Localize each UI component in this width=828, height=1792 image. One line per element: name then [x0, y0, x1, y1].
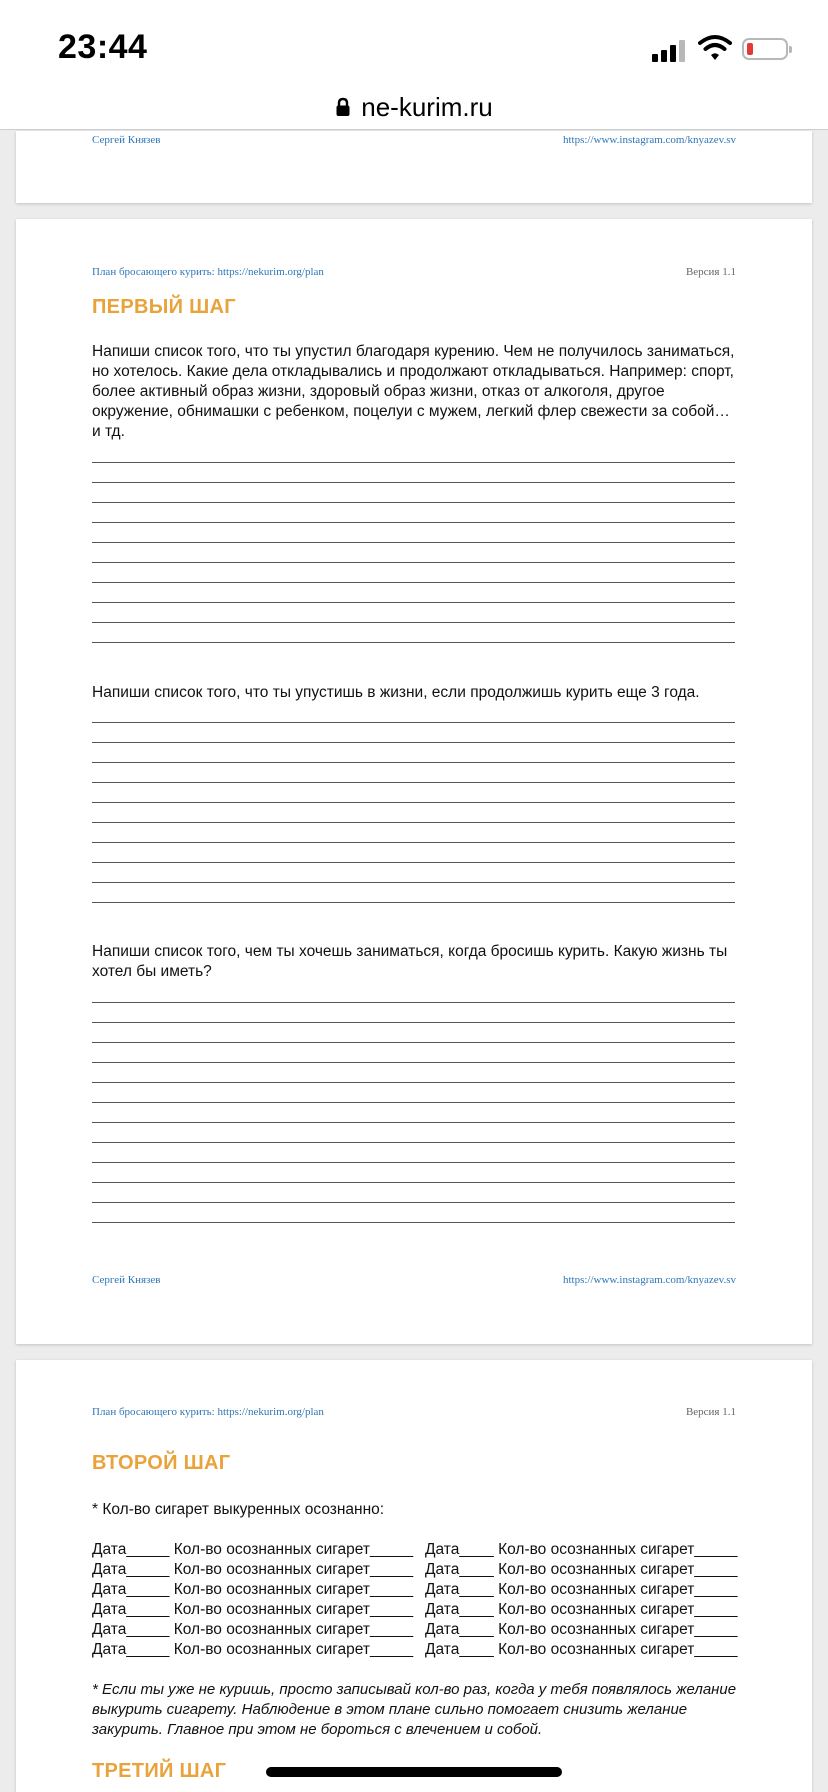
header-plan-link[interactable]: План бросающего курить: https://nekurim.org/plan [92, 1406, 324, 1418]
cellular-signal-icon [652, 38, 688, 62]
battery-icon [742, 38, 788, 60]
step-title: ВТОРОЙ ШАГ [92, 1452, 231, 1474]
header-plan-link[interactable]: План бросающего курить: https://nekurim.org/plan [92, 266, 324, 278]
header-version: Версия 1.1 [685, 266, 736, 278]
lock-icon [335, 97, 351, 117]
answer-lines-2[interactable] [92, 703, 735, 903]
address-bar[interactable] [0, 84, 828, 130]
question-three-years: Напиши список того, что ты упустишь в жизни, если продолжишь курить еще 3 года. [92, 684, 700, 701]
header-version: Версия 1.1 [685, 1406, 736, 1418]
pdf-page-previous [16, 131, 812, 203]
cigarette-count-intro: * Кол-во сигарет выкуренных осознанно: [92, 1501, 385, 1518]
step-title: ПЕРВЫЙ ШАГ [92, 296, 236, 318]
status-bar [0, 0, 828, 84]
footer-instagram-link[interactable]: https://www.instagram.com/knyazev.sv [562, 134, 736, 146]
wifi-icon [698, 34, 732, 62]
home-indicator[interactable] [266, 1767, 562, 1777]
answer-lines-1[interactable] [92, 443, 735, 643]
question-missed-opportunities: Напиши список того, что ты упустил благодаря курению. Чем не получилось заниматься, но хотелось. Какие дела откладывались и продолжают откладываться. Например: спорт, более активный образ жизни, здоровый образ жизни, отказ от алкоголя, другое окружение, обнимашки с ребенком, поцелуи с мужем, легкий флер свежести за собой… и тд. [92, 343, 735, 440]
url-text[interactable]: ne-kurim.ru [361, 91, 493, 122]
footer-author: Сергей Князев [92, 1274, 161, 1286]
status-time: 23:44 [58, 28, 148, 66]
footer-author: Сергей Князев [92, 134, 161, 146]
answer-lines-3[interactable] [92, 983, 735, 1223]
pdf-page-first-step [16, 219, 812, 1344]
footer-instagram-link[interactable]: https://www.instagram.com/knyazev.sv [562, 1274, 736, 1286]
note-text: * Если ты уже не куришь, просто записывай кол-во раз, когда у тебя появлялось желание выкурить сигарету. Наблюдение в этом плане сильно помогает снизить желание закурить. Главное при этом не бороться с влечением и собой. [92, 1681, 737, 1738]
question-desired-life: Напиши список того, чем ты хочешь заниматься, когда бросишь курить. Какую жизнь ты хотел бы иметь? [92, 943, 728, 980]
pdf-page-second-step: План бросающего курить: https://nekurim.org/plan Версия 1.1 ВТОРОЙ ШАГ * Кол-во сигарет выкуренных осознанно: Дата_____ Кол-во осознанных сигарет_____ Дата____ Кол-во осознанных сигарет_____ Дата_____ Кол-во осознанных сигарет_____ Дата____ Кол-во осознанных сигарет_____ Дата_____ Кол-во осознанных сигарет_____ Дата____ Кол-во осознанных сигарет_____ Дата_____ Кол-во осознанных сигарет_____ Дата____ Кол-во осознанных сигарет_____ Дата_____ Кол-во осознанных сигарет_____ Дата____ Кол-во осознанных сигарет_____ Дата_____ Кол-во осознанных сигарет_____ Дата____ Кол-во осознанных сигарет_____ * Если ты уже не куришь, просто записывай кол-во раз, когда у тебя появлялось желание выкурить сигарету. Наблюдение в этом плане сильно помогает снизить желание закурить. Главное при этом не бороться с влечением и собой. ТРЕТИЙ ШАГ [16, 1360, 812, 1792]
next-step-title: ТРЕТИЙ ШАГ [92, 1760, 227, 1782]
